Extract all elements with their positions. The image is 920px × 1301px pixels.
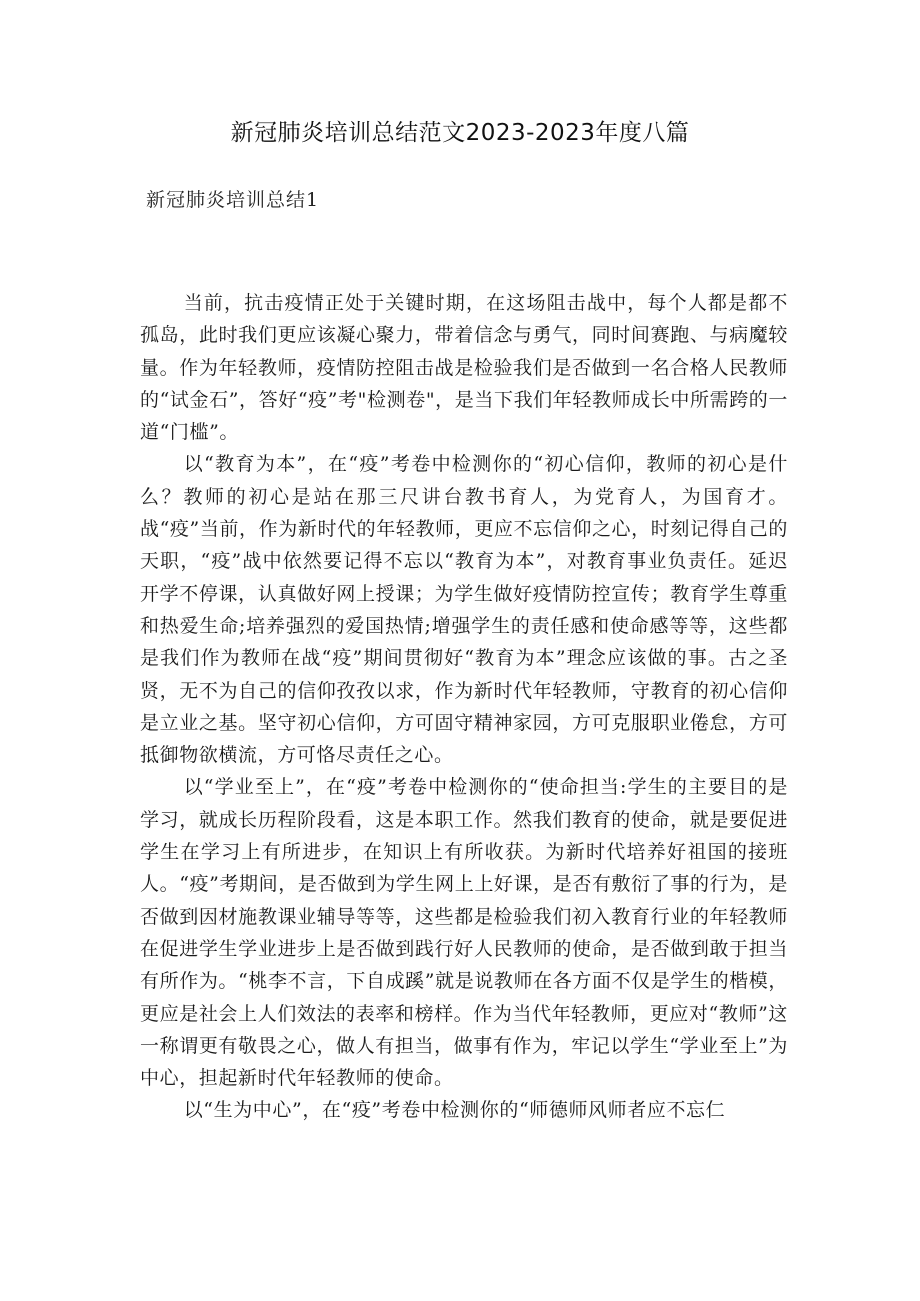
paragraph-2: 以“教育为本”，在“疫”考卷中检测你的“初心信仰，教师的初心是什么？教师的初心是站在那三尺讲台教书育人，为党育人，为国育才。战“疫”当前，作为新时代的年轻教师，更应不忘信仰之心，时刻记得自己的天职，“疫”战中依然要记得不忘以“教育为本”，对教育事业负责任。延迟开学不停课，认真做好网上授课；为学生做好疫情防控宣传；教育学生尊重和热爱生命;培养强烈的爱国热情;增强学生的责任感和使命感等等，这些都是我们作为教师在战“疫”期间贯彻好“教育为本”理念应该做的事。古之圣贤，无不为自己的信仰孜孜以求，作为新时代年轻教师，守教育的初心信仰是立业之基。坚守初心信仰，方可固守精神家园，方可克服职业倦怠，方可抵御物欲横流，方可恪尽责任之心。 <box>140 453 788 767</box>
paragraph-3: 以“学业至上”，在“疫”考卷中检测你的“使命担当:学生的主要目的是学习，就成长历程阶段看，这是本职工作。然我们教育的使命，就是要促进学生在学习上有所进步，在知识上有所收获。为新时代培养好祖国的接班人。“疫”考期间，是否做到为学生网上上好课，是否有敷衍了事的行为，是否做到因材施教课业辅导等等，这些都是检验我们初入教育行业的年轻教师在促进学生学业进步上是否做到践行好人民教师的使命，是否做到敢于担当有所作为。“桃李不言，下自成蹊”就是说教师在各方面不仅是学生的楷模，更应是社会上人们效法的表率和榜样。作为当代年轻教师，更应对“教师”这一称谓更有敬畏之心，做人有担当，做事有作为，牢记以学生“学业至上”为中心，担起新时代年轻教师的使命。 <box>140 776 788 1090</box>
paragraph-1: 当前，抗击疫情正处于关键时期，在这场阻击战中，每个人都是都不孤岛，此时我们更应该凝心聚力，带着信念与勇气，同时间赛跑、与病魔较量。作为年轻教师，疫情防控阻击战是检验我们是否做到一名合格人民教师的“试金石”，答好“疫”考"检测卷"，是当下我们年轻教师成长中所需跨的一道“门槛”。 <box>140 292 788 444</box>
section-heading: 新冠肺炎培训总结1 <box>146 189 320 211</box>
document-title: 新冠肺炎培训总结范文2023-2023年度八篇 <box>230 120 690 146</box>
paragraph-4: 以“生为中心”，在“疫”考卷中检测你的“师德师风师者应不忘仁 <box>183 1099 726 1122</box>
document-body <box>140 287 788 1127</box>
